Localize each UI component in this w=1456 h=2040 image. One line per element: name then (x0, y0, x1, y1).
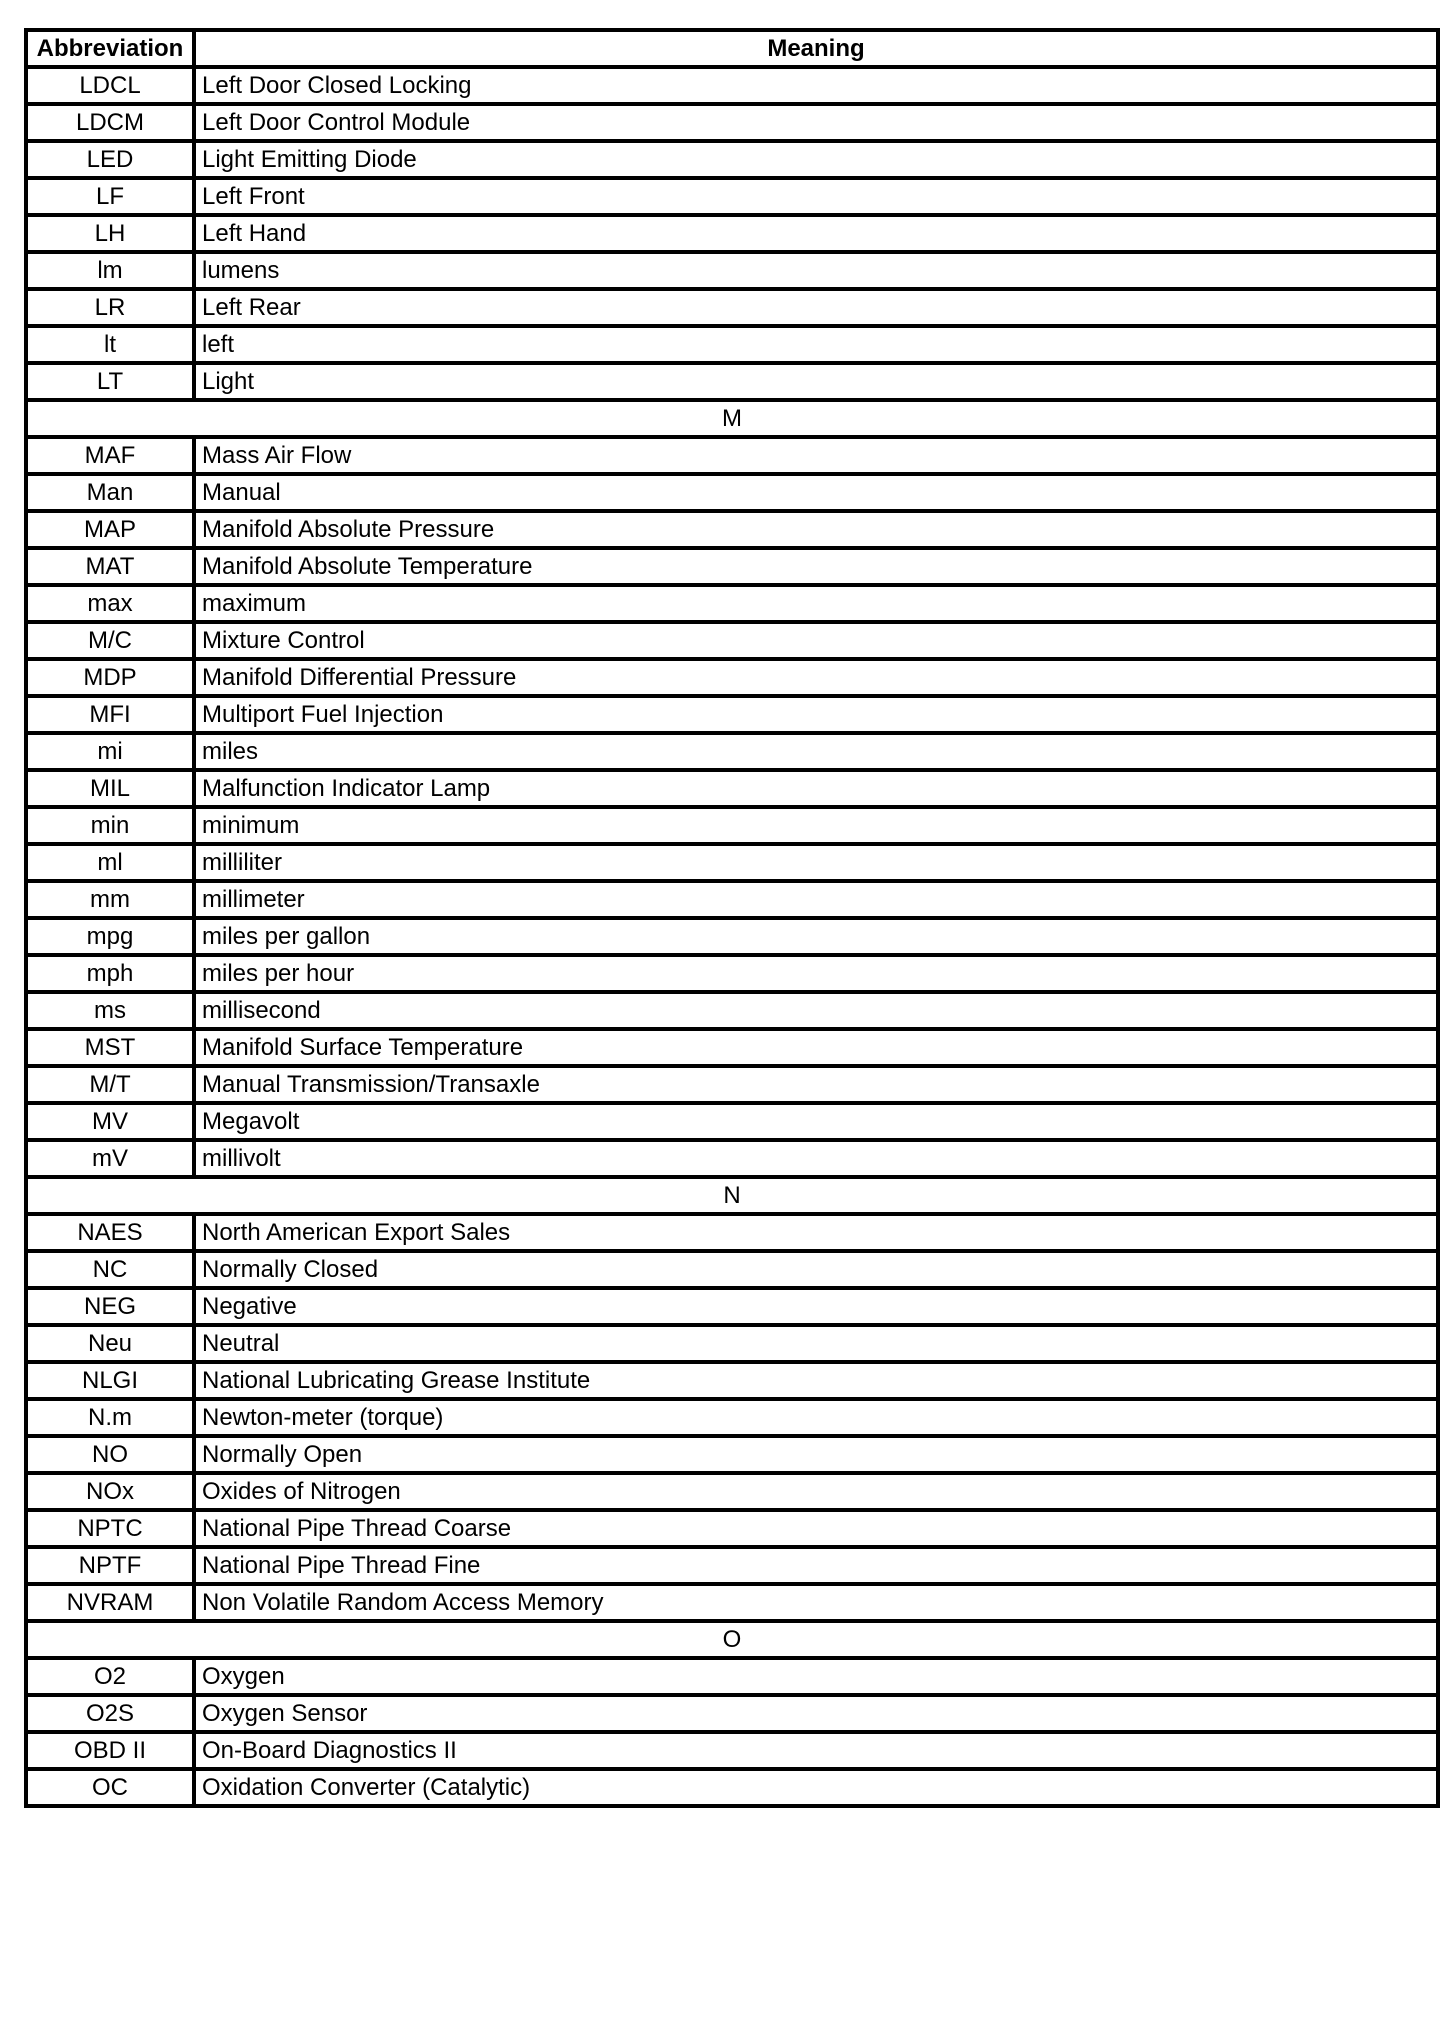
section-header-row (26, 1177, 1438, 1214)
abbreviation-cell: NEG (26, 1288, 194, 1325)
table-row (26, 1362, 1438, 1399)
meaning-cell: maximum (194, 585, 1438, 622)
abbreviation-cell: lt (26, 326, 194, 363)
meaning-cell: Light (194, 363, 1438, 400)
abbreviation-cell: NO (26, 1436, 194, 1473)
table-body (26, 67, 1438, 1806)
abbreviation-cell: LH (26, 215, 194, 252)
meaning-cell: Manifold Absolute Temperature (194, 548, 1438, 585)
meaning-cell: Left Door Control Module (194, 104, 1438, 141)
table-row (26, 1584, 1438, 1621)
meaning-cell: Manual (194, 474, 1438, 511)
section-header-row (26, 400, 1438, 437)
table-row (26, 1510, 1438, 1547)
abbreviation-cell: MFI (26, 696, 194, 733)
abbreviation-cell: lm (26, 252, 194, 289)
table-row (26, 1214, 1438, 1251)
table-row (26, 215, 1438, 252)
section-header-row (26, 1621, 1438, 1658)
meaning-cell: milliliter (194, 844, 1438, 881)
meaning-cell: Multiport Fuel Injection (194, 696, 1438, 733)
section-letter: M (26, 400, 1438, 437)
meaning-cell: Manual Transmission/Transaxle (194, 1066, 1438, 1103)
meaning-cell: miles (194, 733, 1438, 770)
table-header-row (26, 30, 1438, 67)
meaning-cell: millisecond (194, 992, 1438, 1029)
abbreviation-cell: min (26, 807, 194, 844)
meaning-cell: Manifold Differential Pressure (194, 659, 1438, 696)
abbreviation-column-header: Abbreviation (26, 30, 194, 67)
meaning-cell: miles per gallon (194, 918, 1438, 955)
table-row (26, 474, 1438, 511)
abbreviation-cell: mph (26, 955, 194, 992)
table-row (26, 844, 1438, 881)
meaning-cell: left (194, 326, 1438, 363)
abbreviation-cell: Neu (26, 1325, 194, 1362)
table-row (26, 252, 1438, 289)
table-row (26, 659, 1438, 696)
meaning-cell: National Pipe Thread Fine (194, 1547, 1438, 1584)
table-row (26, 437, 1438, 474)
table-row (26, 918, 1438, 955)
table-row (26, 955, 1438, 992)
table-row (26, 289, 1438, 326)
meaning-cell: Non Volatile Random Access Memory (194, 1584, 1438, 1621)
meaning-cell: National Pipe Thread Coarse (194, 1510, 1438, 1547)
meaning-cell: Normally Open (194, 1436, 1438, 1473)
section-letter: O (26, 1621, 1438, 1658)
abbreviation-cell: MAF (26, 437, 194, 474)
meaning-cell: Left Hand (194, 215, 1438, 252)
abbreviation-cell: NLGI (26, 1362, 194, 1399)
table-row (26, 1251, 1438, 1288)
table-row (26, 807, 1438, 844)
abbreviation-cell: LED (26, 141, 194, 178)
abbreviation-cell: M/C (26, 622, 194, 659)
abbreviation-cell: LT (26, 363, 194, 400)
meaning-cell: Oxidation Converter (Catalytic) (194, 1769, 1438, 1806)
meaning-cell: On-Board Diagnostics II (194, 1732, 1438, 1769)
meaning-cell: Negative (194, 1288, 1438, 1325)
abbreviation-cell: LR (26, 289, 194, 326)
meaning-cell: miles per hour (194, 955, 1438, 992)
table-row (26, 696, 1438, 733)
meaning-cell: lumens (194, 252, 1438, 289)
table-row (26, 1658, 1438, 1695)
abbreviation-cell: Man (26, 474, 194, 511)
abbreviation-cell: LDCL (26, 67, 194, 104)
abbreviation-cell: MAT (26, 548, 194, 585)
table-row (26, 1288, 1438, 1325)
abbreviation-table (24, 28, 1440, 1808)
abbreviation-cell: MDP (26, 659, 194, 696)
table-row (26, 548, 1438, 585)
meaning-cell: millimeter (194, 881, 1438, 918)
table-row (26, 1140, 1438, 1177)
table-row (26, 511, 1438, 548)
abbreviation-cell: OBD II (26, 1732, 194, 1769)
table-row (26, 733, 1438, 770)
meaning-cell: minimum (194, 807, 1438, 844)
abbreviation-cell: O2S (26, 1695, 194, 1732)
abbreviation-cell: MV (26, 1103, 194, 1140)
meaning-cell: Light Emitting Diode (194, 141, 1438, 178)
meaning-cell: Newton-meter (torque) (194, 1399, 1438, 1436)
abbreviation-cell: NOx (26, 1473, 194, 1510)
section-letter: N (26, 1177, 1438, 1214)
abbreviation-cell: mi (26, 733, 194, 770)
table-row (26, 622, 1438, 659)
abbreviation-cell: NC (26, 1251, 194, 1288)
table-row (26, 67, 1438, 104)
meaning-cell: North American Export Sales (194, 1214, 1438, 1251)
abbreviation-cell: NVRAM (26, 1584, 194, 1621)
meaning-cell: Megavolt (194, 1103, 1438, 1140)
abbreviation-cell: NPTC (26, 1510, 194, 1547)
table-row (26, 1473, 1438, 1510)
meaning-cell: Left Rear (194, 289, 1438, 326)
abbreviation-cell: M/T (26, 1066, 194, 1103)
abbreviation-cell: MAP (26, 511, 194, 548)
meaning-cell: Normally Closed (194, 1251, 1438, 1288)
abbreviation-cell: mm (26, 881, 194, 918)
table-row (26, 1695, 1438, 1732)
table-row (26, 992, 1438, 1029)
meaning-cell: Left Front (194, 178, 1438, 215)
table-row (26, 141, 1438, 178)
table-row (26, 1547, 1438, 1584)
meaning-column-header: Meaning (194, 30, 1438, 67)
abbreviation-cell: NAES (26, 1214, 194, 1251)
table-row (26, 1436, 1438, 1473)
meaning-cell: Oxygen (194, 1658, 1438, 1695)
meaning-cell: Oxygen Sensor (194, 1695, 1438, 1732)
meaning-cell: Neutral (194, 1325, 1438, 1362)
abbreviation-cell: O2 (26, 1658, 194, 1695)
abbreviation-cell: LF (26, 178, 194, 215)
table-row (26, 1732, 1438, 1769)
abbreviation-cell: ms (26, 992, 194, 1029)
table-row (26, 1399, 1438, 1436)
table-row (26, 881, 1438, 918)
abbreviation-cell: N.m (26, 1399, 194, 1436)
abbreviation-cell: max (26, 585, 194, 622)
table-row (26, 770, 1438, 807)
meaning-cell: Left Door Closed Locking (194, 67, 1438, 104)
abbreviation-cell: MST (26, 1029, 194, 1066)
abbreviation-cell: MIL (26, 770, 194, 807)
abbreviation-cell: mV (26, 1140, 194, 1177)
abbreviation-cell: NPTF (26, 1547, 194, 1584)
meaning-cell: Malfunction Indicator Lamp (194, 770, 1438, 807)
meaning-cell: Manifold Absolute Pressure (194, 511, 1438, 548)
table-row (26, 178, 1438, 215)
abbreviation-cell: ml (26, 844, 194, 881)
table-row (26, 104, 1438, 141)
table-row (26, 363, 1438, 400)
table-row (26, 1103, 1438, 1140)
meaning-cell: millivolt (194, 1140, 1438, 1177)
table-row (26, 326, 1438, 363)
table-row (26, 585, 1438, 622)
table-row (26, 1769, 1438, 1806)
table-row (26, 1066, 1438, 1103)
abbreviation-cell: OC (26, 1769, 194, 1806)
meaning-cell: Mixture Control (194, 622, 1438, 659)
abbreviation-cell: mpg (26, 918, 194, 955)
table-row (26, 1029, 1438, 1066)
meaning-cell: Mass Air Flow (194, 437, 1438, 474)
abbreviation-cell: LDCM (26, 104, 194, 141)
table-row (26, 1325, 1438, 1362)
meaning-cell: Oxides of Nitrogen (194, 1473, 1438, 1510)
meaning-cell: National Lubricating Grease Institute (194, 1362, 1438, 1399)
meaning-cell: Manifold Surface Temperature (194, 1029, 1438, 1066)
